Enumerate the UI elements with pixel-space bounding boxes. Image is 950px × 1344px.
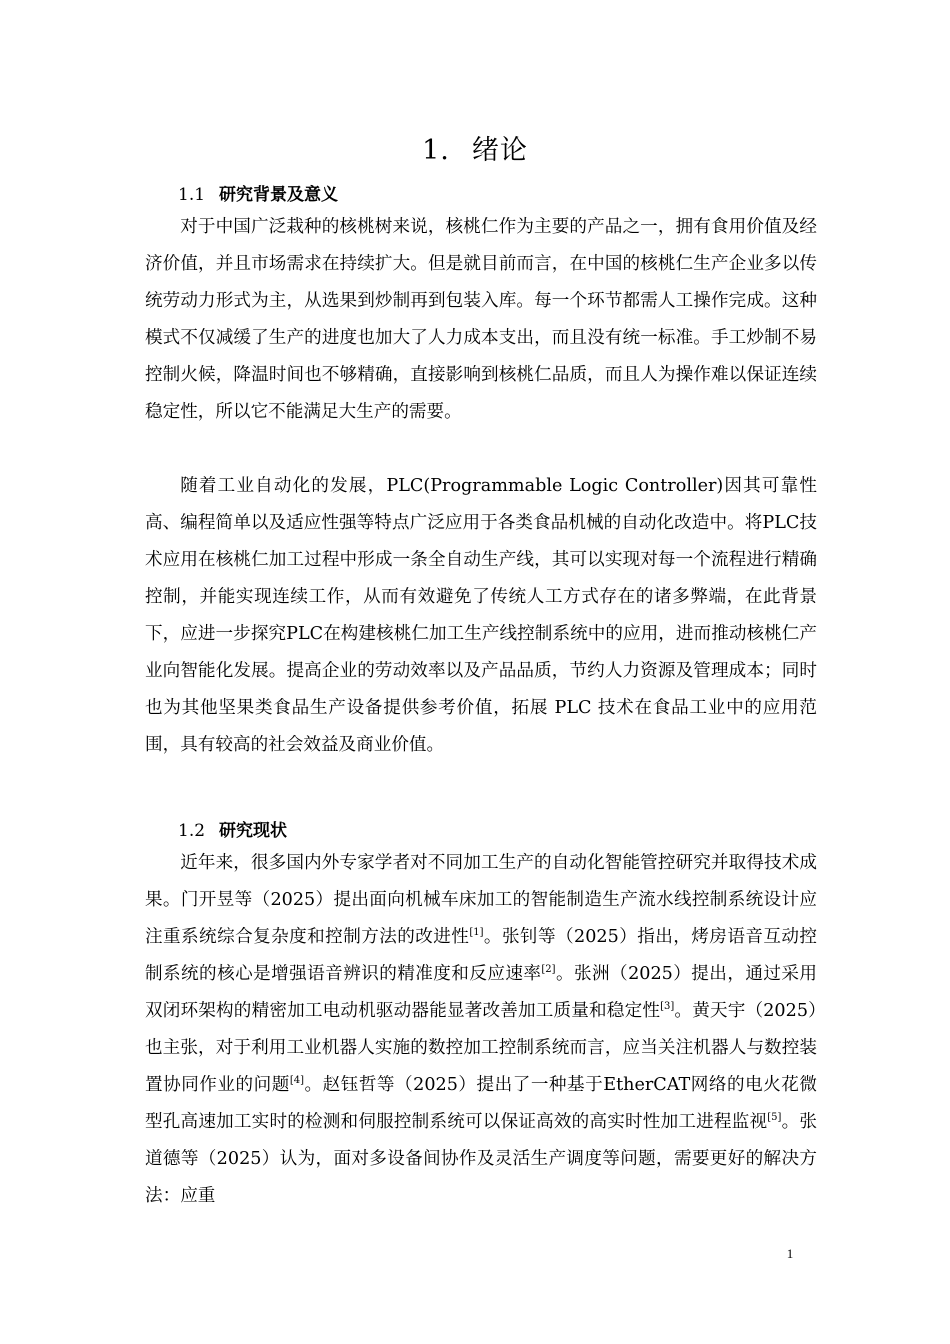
citation: [4] <box>289 1075 304 1086</box>
section-heading-1-1 <box>178 180 338 205</box>
paragraph-research-status <box>145 845 817 1215</box>
paragraph-background-1: 对于中国广泛栽种的核桃树来说，核桃仁作为主要的产品之一，拥有食用价值及经济价值，并且市场需求在持续扩大。但是就目前而言，在中国的核桃仁生产企业多以传统劳动力形式为主，从选果到炒制再到包装入库。每一个环节都需人工操作完成。这种模式不仅减缓了生产的进度也加大了人力成本支出，而且没有统一标准。手工炒制不易控制火候，降温时间也不够精确，直接影响到核桃仁品质，而且人为操作难以保证连续稳定性，所以它不能满足大生产的需要。 <box>145 217 817 422</box>
section-number: 1.2 <box>178 821 206 841</box>
chapter-title <box>0 128 950 167</box>
citation: [5] <box>767 1112 782 1123</box>
paragraph-background-2: 随着工业自动化的发展，PLC(Programmable Logic Controller)因其可靠性高、编程简单以及适应性强等特点广泛应用于各类食品机械的自动化改造中。将PLC技术应用在核桃仁加工过程中形成一条全自动生产线，其可以实现对每一个流程进行精确控制，并能实现连续工作，从而有效避免了传统人工方式存在的诸多弊端，在此背景下，应进一步探究PLC在构建核桃仁加工生产线控制系统中的应用，进而推动核桃仁产业向智能化发展。提高企业的劳动效率以及产品品质，节约人力资源及管理成本；同时也为其他坚果类食品生产设备提供参考价值，拓展 PLC 技术在食品工业中的应用范围，具有较高的社会效益及商业价值。 <box>145 476 817 755</box>
citation: [3] <box>660 1001 675 1012</box>
section-number: 1.1 <box>178 185 206 205</box>
text-run: 。黄天宇（2025）也主张，对于利用工业机器人实施的数控加工控制系统而言，应当关注机器人与数控装置协同作业的问题 <box>145 1001 817 1095</box>
text-run: 。张洲（2025）提出，通过采用双闭环架构的精密加工电动机驱动器能显著改善加工质量和稳定性 <box>145 964 817 1021</box>
text-run: 。张道德等（2025）认为，面对多设备间协作及灵活生产调度等问题，需要更好的解决方法：应重 <box>145 1112 817 1206</box>
text-run: 。张钊等（2025）指出，烤房语音互动控制系统的核心是增强语音辨识的精准度和反应速率 <box>145 927 817 984</box>
section-title: 研究背景及意义 <box>219 185 339 205</box>
text-run: 近年来，很多国内外专家学者对不同加工生产的自动化智能管控研究并取得技术成果。门开昱等（2025）提出面向机械车床加工的智能制造生产流水线控制系统设计应注重系统综合复杂度和控制方法的改进性 <box>145 853 817 947</box>
page-number: 1 <box>786 1246 794 1261</box>
citation: [2] <box>541 964 556 975</box>
citation: [1] <box>469 927 484 938</box>
chapter-title-text: 绪论 <box>471 135 528 166</box>
chapter-number: 1. <box>422 135 450 166</box>
section-heading-1-2 <box>178 816 287 841</box>
text-run: 。赵钰哲等（2025）提出了一种基于EtherCAT网络的电火花微型孔高速加工实时的检测和伺服控制系统可以保证高效的高实时性加工进程监视 <box>145 1075 817 1132</box>
section-title: 研究现状 <box>219 821 288 841</box>
